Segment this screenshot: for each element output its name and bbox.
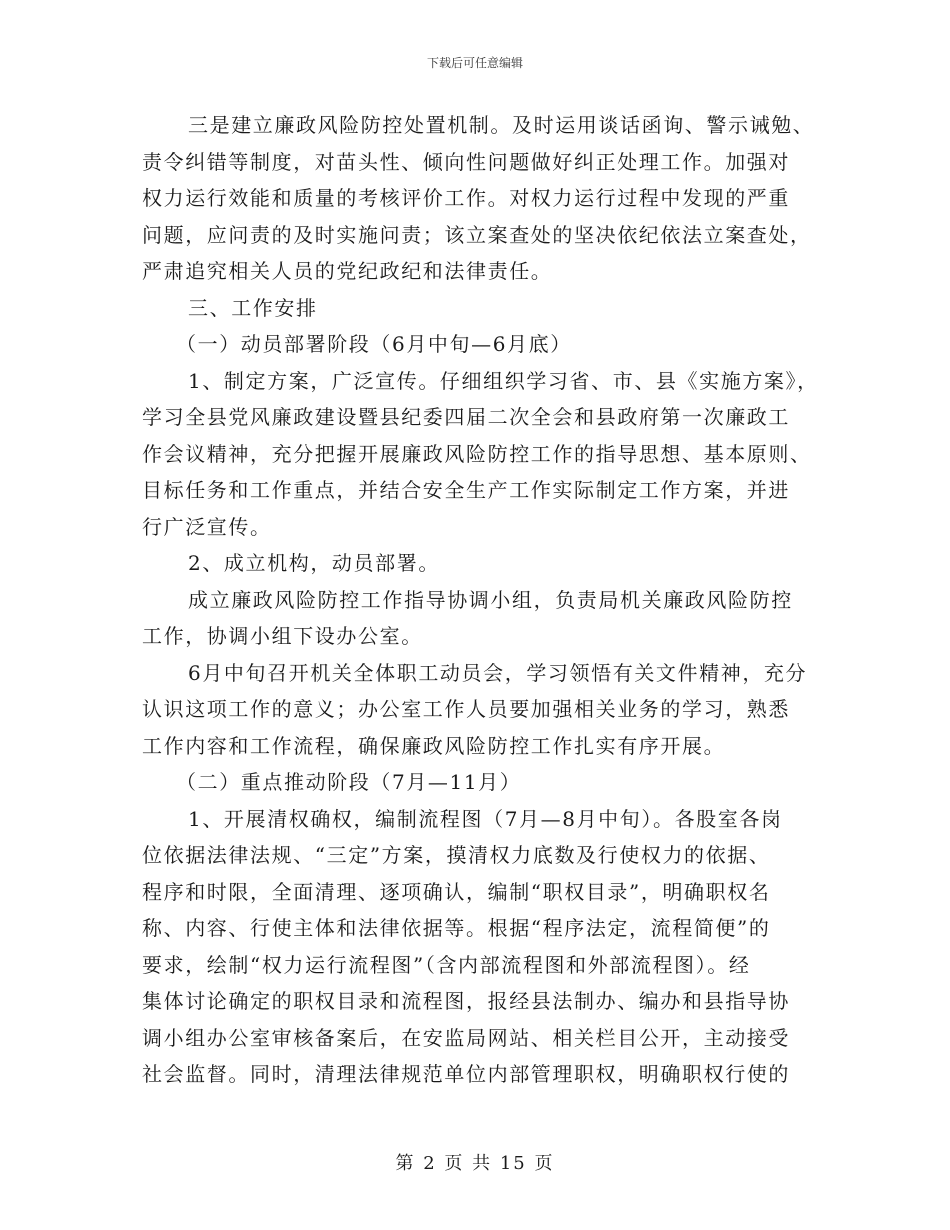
body-line: 认识这项工作的意义；办公室工作人员要加强相关业务的学习，熟悉 bbox=[142, 697, 790, 721]
body-line: 学习全县党风廉政建设暨县纪委四届二次全会和县政府第一次廉政工 bbox=[142, 405, 790, 429]
body-line: 1、开展清权确权，编制流程图（7月—8月中旬）。各股室各岗 bbox=[188, 806, 783, 831]
body-line: 社会监督。同时，清理法律规范单位内部管理职权，明确职权行使的 bbox=[142, 1062, 790, 1086]
body-line: 2、成立机构，动员部署。 bbox=[188, 551, 440, 575]
subsection-heading: （二）重点推动阶段（7月—11月） bbox=[176, 770, 522, 794]
body-line: 目标任务和工作重点，并结合安全生产工作实际制定工作方案，并进 bbox=[142, 478, 790, 502]
body-line: 行广泛宣传。 bbox=[142, 514, 272, 539]
body-line: 调小组办公室审核备案后，在安监局网站、相关栏目公开，主动接受 bbox=[142, 1025, 790, 1050]
body-line: 程序和时限，全面清理、逐项确认，编制“职权目录”，明确职权名 bbox=[142, 879, 771, 904]
body-line: 1、制定方案，广泛宣传。仔细组织学习省、市、县《实施方案》， bbox=[188, 368, 819, 393]
page-footer: 第 2 页 共 15 页 bbox=[395, 1153, 555, 1174]
body-line: 工作内容和工作流程，确保廉政风险防控工作扎实有序开展。 bbox=[142, 733, 726, 758]
body-line: 位依据法律法规、“三定”方案，摸清权力底数及行使权力的依据、 bbox=[142, 843, 771, 867]
body-line: 三是建立廉政风险防控处置机制。及时运用谈话函询、警示诫勉、 bbox=[188, 113, 815, 137]
body-line: 称、内容、行使主体和法律依据等。根据“程序法定，流程简便”的 bbox=[142, 916, 771, 940]
body-line: 权力运行效能和质量的考核评价工作。对权力运行过程中发现的严重 bbox=[142, 186, 790, 210]
body-line: 集体讨论确定的职权目录和流程图，报经县法制办、编办和县指导协 bbox=[142, 989, 790, 1013]
body-line: 6月中旬召开机关全体职工动员会，学习领悟有关文件精神，充分 bbox=[188, 660, 808, 685]
body-line: 责令纠错等制度，对苗头性、倾向性问题做好纠正处理工作。加强对 bbox=[142, 149, 790, 174]
body-line: 要求，绘制“权力运行流程图”（含内部流程图和外部流程图）。经 bbox=[142, 952, 751, 977]
body-line: 工作，协调小组下设办公室。 bbox=[142, 624, 423, 648]
subsection-heading: （一）动员部署阶段（6月中旬—6月底） bbox=[176, 332, 572, 356]
body-line: 严肃追究相关人员的党纪政纪和法律责任。 bbox=[142, 259, 553, 283]
body-line: 作会议精神，充分把握开展廉政风险防控工作的指导思想、基本原则、 bbox=[142, 441, 812, 466]
body-line: 成立廉政风险防控工作指导协调小组，负责局机关廉政风险防控 bbox=[188, 587, 793, 612]
document-body bbox=[142, 107, 819, 1093]
body-line: 问题，应问责的及时实施问责；该立案查处的坚决依纪依法立案查处， bbox=[142, 222, 812, 247]
section-heading: 三、工作安排 bbox=[188, 295, 318, 320]
header-note: 下载后可任意编辑 bbox=[426, 56, 523, 70]
